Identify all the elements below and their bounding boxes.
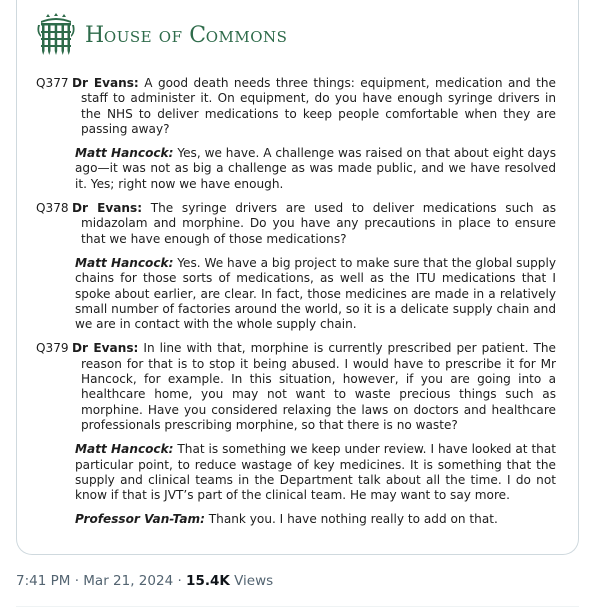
views-label: Views: [229, 573, 274, 589]
question-q377: [17, 76, 579, 137]
answer-hancock-3: [17, 442, 579, 503]
answer-text: Thank you. I have nothing really to add on that.: [204, 512, 498, 527]
speaker-name: Dr Evans:: [72, 76, 139, 90]
answer-text: Yes, we have. A challenge was raised on that about eight days ago—it was not as big a challenge as was made public, and we have resolved it. Yes; right now we have enough.: [75, 146, 556, 191]
tweet-media-card[interactable]: [16, 0, 579, 555]
separator: ·: [70, 573, 84, 589]
speaker-name: Matt Hancock:: [75, 255, 174, 270]
question-q379: [17, 341, 579, 433]
speaker-name: Dr Evans:: [72, 201, 143, 216]
question-number: Q378: [36, 201, 69, 216]
tweet-time[interactable]: 7:41 PM: [16, 573, 71, 589]
question-text: In line with that, morphine is currently prescribed per patient. The reason for that is to stop it being abused. I would have to prescribe it for Mr Hancock, for example. In this situation, however, if you are going into a healthcare home, you may not want to waste precious things such as morphine. Have you considered relaxing the laws on doctors and healthcare professionals prescribing morphine, so that there is no waste?: [81, 341, 556, 432]
speaker-name: Matt Hancock:: [75, 146, 174, 161]
answer-text: That is something we keep under review. I have looked at that particular point, to reduce wastage of key medicines. It is something that the supply and clinical teams in the Department talk about all the time. I do not know if that is JVT’s part of the clinical team. He may want to say more.: [75, 442, 557, 503]
question-q378: [17, 201, 579, 247]
answer-text: Yes. We have a big project to make sure that the global supply chains for those sorts of medications, as well as the ITU medications that I spoke about earlier, are clear. In fact, those medicines are made in a relatively small number of factories around the world, so it is a delicate supply chain and we are in contact with the whole supply chain.: [75, 255, 556, 332]
speaker-name: Matt Hancock:: [75, 442, 174, 457]
question-number: Q379: [36, 341, 69, 356]
answer-van-tam: [17, 512, 579, 527]
views-count[interactable]: 15.4K: [186, 573, 230, 589]
question-text: A good death needs three things: equipment, medication and the staff to administer it. On equipment, do you have enough syringe drivers in the NHS to deliver medications to keep people comfortable when they are passing away?: [81, 76, 556, 136]
question-number: Q377: [36, 76, 69, 90]
answer-hancock-1: [17, 146, 579, 192]
speaker-name: Professor Van-Tam:: [75, 512, 205, 527]
tweet-metadata: [16, 573, 273, 589]
question-text: The syringe drivers are used to deliver medications such as midazolam and morphine. Do you have any precautions in place to ensure that we have enough of those medications?: [81, 201, 556, 246]
tweet-date[interactable]: Mar 21, 2024: [83, 573, 174, 589]
portcullis-icon: [37, 13, 75, 57]
speaker-name: Dr Evans:: [72, 341, 139, 356]
transcript: [17, 76, 579, 537]
divider: [16, 606, 579, 607]
house-of-commons-logo: [37, 12, 287, 58]
separator: ·: [173, 573, 187, 589]
house-of-commons-wordmark: HOUSE OF COMMONS: [85, 22, 288, 48]
answer-hancock-2: [17, 256, 579, 332]
